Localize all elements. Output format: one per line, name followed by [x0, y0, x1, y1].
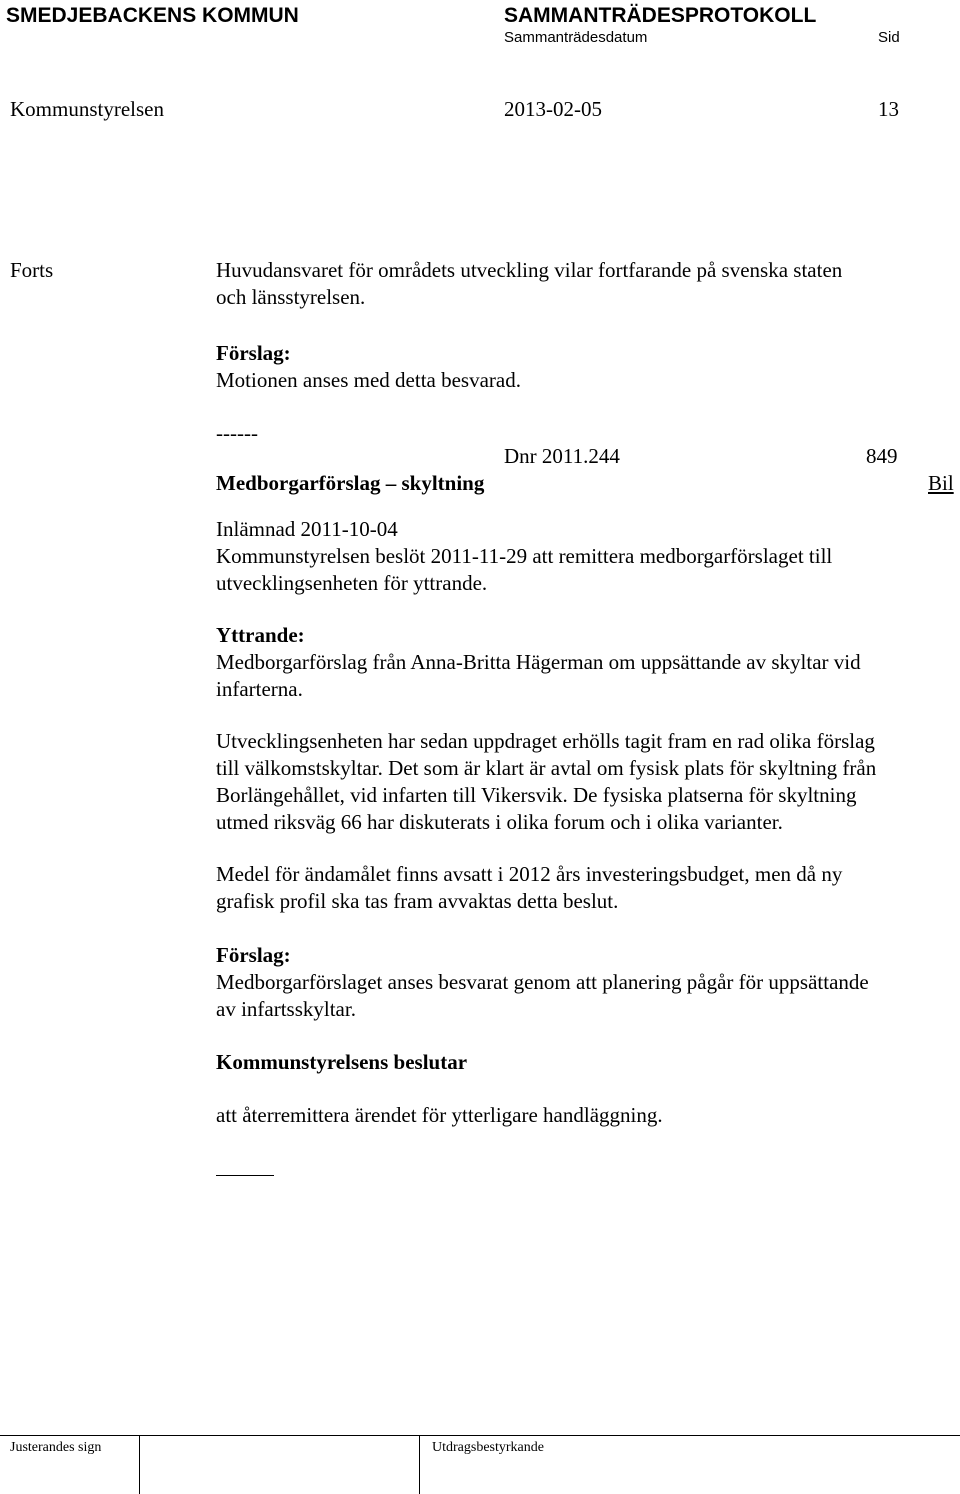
- utdragsbestyrkande-label: Utdragsbestyrkande: [432, 1440, 544, 1455]
- development-paragraph: [216, 728, 960, 836]
- footer-divider: [419, 1435, 420, 1494]
- text-line: grafisk profil ska tas fram avvaktas detta beslut.: [216, 889, 619, 913]
- text-line: utmed riksväg 66 har diskuterats i olika forum och i olika varianter.: [216, 810, 783, 834]
- document-type: SAMMANTRÄDESPROTOKOLL: [504, 4, 817, 27]
- continued-label: Forts: [10, 258, 54, 282]
- text-line: infarterna.: [216, 677, 303, 701]
- statement-section: [216, 622, 960, 703]
- proposal-heading: Förslag:: [216, 943, 291, 967]
- proposal-section-2: [216, 942, 960, 1023]
- text-line: Huvudansvaret för områdets utveckling vilar fortfarande på svenska staten: [216, 258, 843, 282]
- funding-paragraph: [216, 861, 960, 915]
- meeting-date-label: Sammanträdesdatum: [504, 29, 648, 46]
- text-line: Borlängehållet, vid infarten till Vikersvik. De fysiska platserna för skyltning: [216, 783, 857, 807]
- proposal-heading: Förslag:: [216, 341, 291, 365]
- text-line: Medel för ändamålet finns avsatt i 2012 års investeringsbudget, men då ny: [216, 862, 843, 886]
- case-title: Medborgarförslag – skyltning: [216, 471, 485, 495]
- page-label: Sid: [878, 29, 900, 46]
- text-line: till välkomstskyltar. Det som är klart är avtal om fysisk plats för skyltning från: [216, 756, 877, 780]
- text-line: Medborgarförslag från Anna-Britta Hägerman om uppsättande av skyltar vid: [216, 650, 861, 674]
- separator: ------: [216, 421, 258, 445]
- text-line: utvecklingsenheten för yttrande.: [216, 571, 488, 595]
- meeting-body: Kommunstyrelsen: [10, 97, 164, 121]
- proposal-section-1: [216, 340, 960, 394]
- case-number: Dnr 2011.244: [504, 444, 620, 468]
- justerandes-sign-label: Justerandes sign: [10, 1440, 102, 1455]
- proposal-text: Motionen anses med detta besvarad.: [216, 368, 521, 392]
- text-line: Inlämnad 2011-10-04: [216, 517, 398, 541]
- decision-text: att återremittera ärendet för ytterligare handläggning.: [216, 1103, 663, 1127]
- intro-paragraph: [216, 257, 960, 311]
- municipality-name: SMEDJEBACKENS KOMMUN: [6, 4, 299, 27]
- text-line: Kommunstyrelsen beslöt 2011-11-29 att remittera medborgarförslaget till: [216, 544, 833, 568]
- text-line: och länsstyrelsen.: [216, 285, 366, 309]
- text-line: Medborgarförslaget anses besvarat genom att planering pågår för uppsättande: [216, 970, 869, 994]
- decision-heading: Kommunstyrelsens beslutar: [216, 1050, 468, 1074]
- end-rule: [216, 1175, 274, 1176]
- meeting-date: 2013-02-05: [504, 97, 602, 121]
- text-line: Utvecklingsenheten har sedan uppdraget erhölls tagit fram en rad olika förslag: [216, 729, 875, 753]
- submission-paragraph: [216, 516, 960, 597]
- paragraph-number: 849: [866, 444, 898, 468]
- page-number: 13: [878, 97, 899, 121]
- attachment-link[interactable]: Bil: [928, 471, 954, 495]
- footer-divider: [139, 1435, 140, 1494]
- text-line: av infartsskyltar.: [216, 997, 356, 1021]
- footer-rule: [0, 1435, 960, 1436]
- statement-heading: Yttrande:: [216, 623, 305, 647]
